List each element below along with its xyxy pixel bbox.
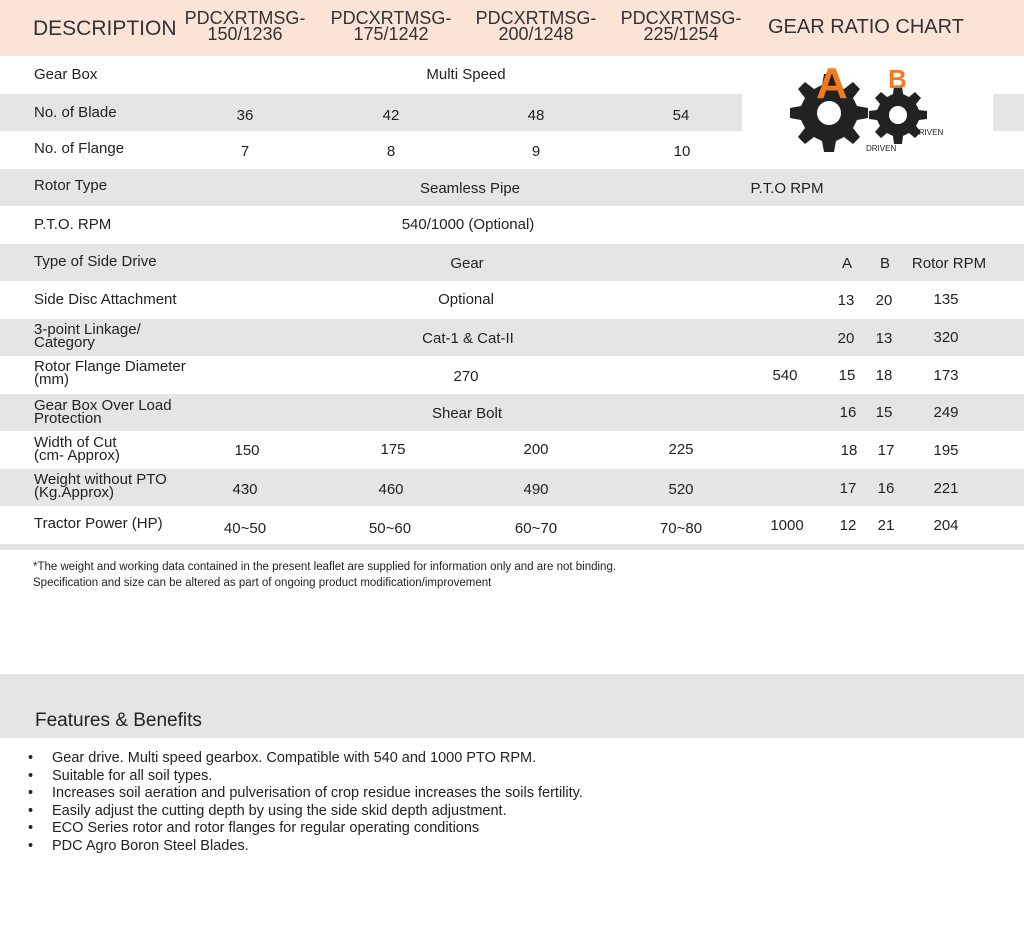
model-header-4: PDCXRTMSG- 225/1254 [620,8,742,44]
label-tractor-power: Tractor Power (HP) [34,515,163,532]
model-header-3: PDCXRTMSG- 200/1248 [475,8,597,44]
value-flanges-4: 10 [673,143,691,160]
label-blades: No. of Blade [34,104,117,121]
gear-ratio-header: GEAR RATIO CHART [768,16,964,38]
label-gear-box: Gear Box [34,66,98,83]
value-blades-3: 48 [527,107,545,124]
value-rotor-type: Seamless Pipe [419,180,521,197]
value-side-disc: Optional [438,291,494,308]
value-weight-3: 490 [523,481,549,498]
value-gear-box: Multi Speed [426,66,506,83]
value-blades-2: 42 [382,107,400,124]
value-flanges-3: 9 [531,143,541,160]
ratio-b: 20 [875,292,893,309]
ratio-rotor: 320 [933,329,959,346]
ratio-a: 17 [839,480,857,497]
ratio-b: 16 [877,480,895,497]
gear-ratio-col-rotor: Rotor RPM [911,255,987,272]
label-flanges: No. of Flange [34,140,125,157]
ratio-rotor: 173 [933,367,959,384]
value-weight-1: 430 [232,481,258,498]
value-power-3: 60~70 [514,520,558,537]
label-width-of-cut: Width of Cut (cm- Approx) [34,434,120,464]
ratio-rotor: 204 [933,517,959,534]
value-side-drive: Gear [450,255,484,272]
driven-label-2: DRIVEN [913,128,944,137]
value-width-2: 175 [380,441,406,458]
ratio-a: 18 [840,442,858,459]
disclaimer-line-2: Specification and size can be altered as part of ongoing product modification/improvement [33,577,492,589]
label-side-drive: Type of Side Drive [34,253,157,270]
value-weight-2: 460 [378,481,404,498]
model-header-1: PDCXRTMSG- 150/1236 [184,8,306,44]
value-width-1: 150 [234,442,260,459]
ratio-a: 20 [837,330,855,347]
feature-item: • Easily adjust the cutting depth by using the side skid depth adjustment. [28,803,583,821]
ratio-a: 15 [838,367,856,384]
ratio-pto: 540 [772,367,798,384]
label-side-disc: Side Disc Attachment [34,291,177,308]
feature-item: • Gear drive. Multi speed gearbox. Compatible with 540 and 1000 PTO RPM. [28,750,583,768]
feature-item: • Suitable for all soil types. [28,768,583,786]
ratio-a: 12 [839,517,857,534]
driven-label-1: DRIVEN [866,144,897,153]
label-rotor-type: Rotor Type [34,177,108,194]
label-linkage: 3-point Linkage/ Category [34,321,141,351]
value-overload: Shear Bolt [431,405,503,422]
gear-ratio-col-a: A [841,255,852,272]
ratio-b: 13 [875,330,893,347]
ratio-rotor: 135 [933,291,959,308]
value-blades-4: 54 [672,107,690,124]
label-overload: Gear Box Over Load Protection [34,397,172,427]
ratio-a: 16 [839,404,857,421]
ratio-rotor: 249 [933,404,959,421]
model-header-2: PDCXRTMSG- 175/1242 [330,8,452,44]
value-weight-4: 520 [668,481,694,498]
ratio-b: 21 [877,517,895,534]
ratio-b: 17 [877,442,895,459]
ratio-b: 15 [875,404,893,421]
ratio-a: 13 [837,292,855,309]
gear-label-b: B [888,64,907,94]
label-weight: Weight without PTO (Kg.Approx) [34,471,167,501]
table-bottom-rule [0,544,1024,550]
features-title: Features & Benefits [35,710,202,731]
value-width-4: 225 [668,441,694,458]
value-power-1: 40~50 [223,520,267,537]
disclaimer-line-1: *The weight and working data contained in the present leaflet are supplied for information only and are not binding. [33,561,617,573]
value-flanges-1: 7 [240,143,250,160]
gear-label-a: A [816,59,848,108]
value-power-2: 50~60 [368,520,412,537]
description-header: DESCRIPTION [33,17,177,40]
label-pto-rpm: P.T.O. RPM [34,216,112,233]
row-bg-blade-right [993,94,1024,131]
value-linkage: Cat-1 & Cat-II [422,330,514,347]
value-flange-diameter: 270 [453,368,479,385]
value-blades-1: 36 [236,107,254,124]
value-pto-rpm: 540/1000 (Optional) [401,216,535,233]
feature-item: • PDC Agro Boron Steel Blades. [28,838,583,856]
gear-diagram [780,58,960,168]
feature-item: • ECO Series rotor and rotor flanges for regular operating conditions [28,820,583,838]
ratio-rotor: 221 [933,480,959,497]
gear-ratio-pto-rpm-label: P.T.O RPM [750,180,824,197]
value-width-3: 200 [523,441,549,458]
label-flange-diameter: Rotor Flange Diameter (mm) [34,358,186,388]
gear-ratio-col-b: B [879,255,890,272]
value-power-4: 70~80 [659,520,703,537]
ratio-rotor: 195 [933,442,959,459]
ratio-b: 18 [875,367,893,384]
features-list [28,750,583,855]
ratio-pto: 1000 [770,517,804,534]
value-flanges-2: 8 [386,143,396,160]
feature-item: • Increases soil aeration and pulverisation of crop residue increases the soils fertility. [28,785,583,803]
